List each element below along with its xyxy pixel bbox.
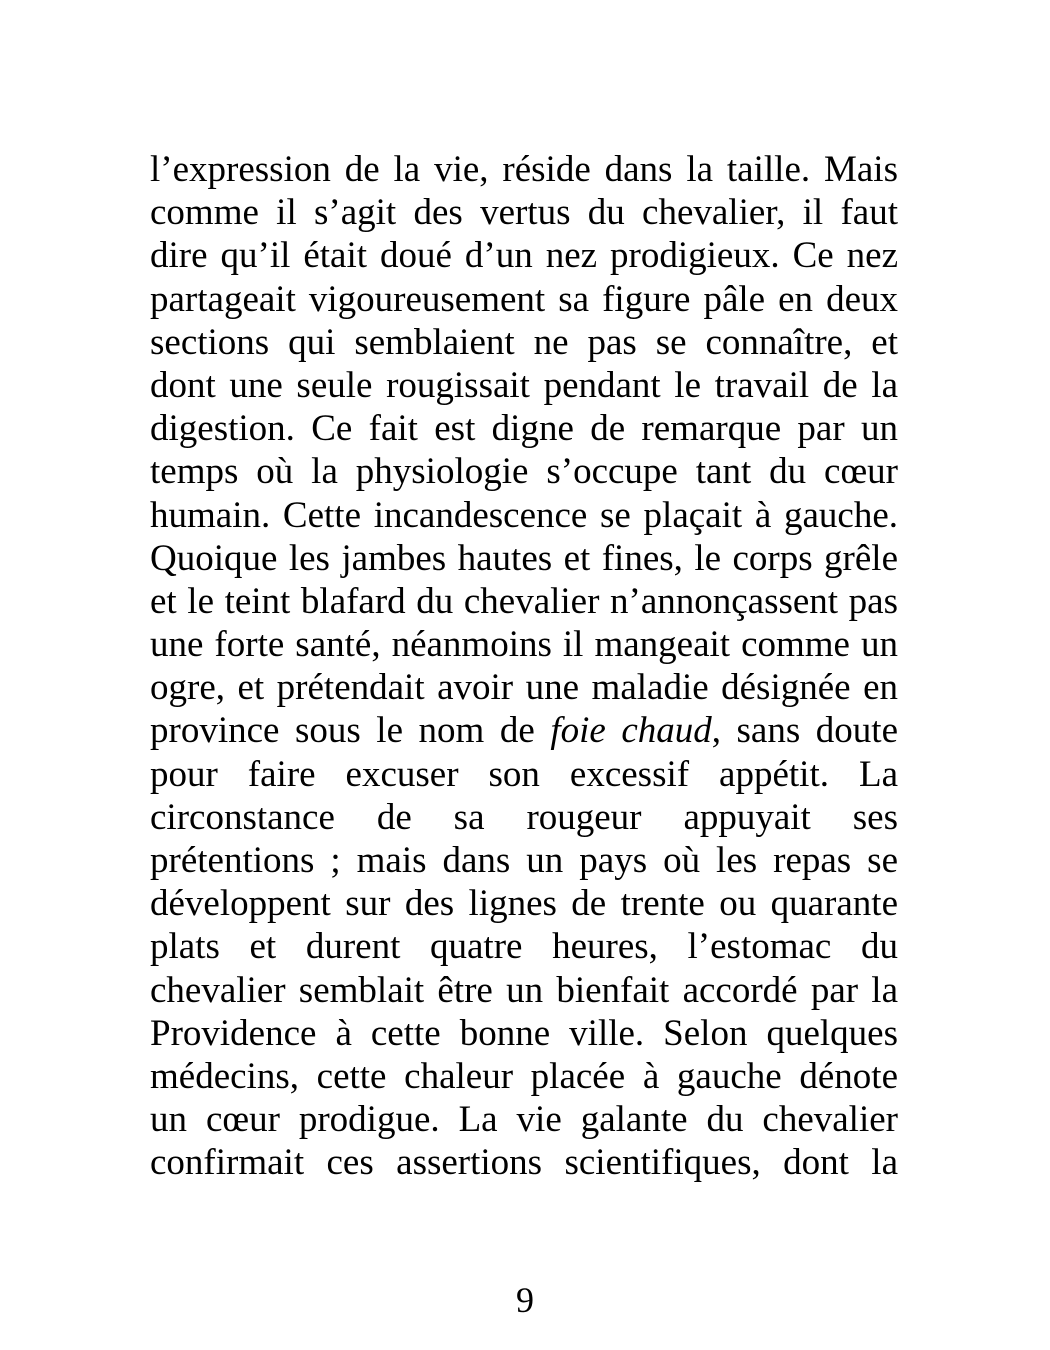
- text-line-14: [150, 709, 898, 752]
- text-line-10: Quoique les jambes hautes et fines, le corps grêle: [150, 537, 898, 579]
- text-line-6: dont une seule rougissait pendant le travail de la: [150, 364, 898, 406]
- text-segment: province sous le nom de: [150, 710, 551, 752]
- text-line-8: temps où la physiologie s’occupe tant du cœur: [150, 451, 898, 493]
- text-segment: , sans doute: [711, 710, 898, 752]
- text-line-17: prétentions ; mais dans un pays où les repas se: [150, 840, 898, 881]
- text-line-1: l’expression de la vie, réside dans la taille. Mais: [150, 149, 898, 190]
- text-line-23: un cœur prodigue. La vie galante du chevalier: [150, 1099, 898, 1141]
- text-line-15: pour faire excuser son excessif appétit. La: [150, 753, 898, 795]
- text-line-4: partageait vigoureusement sa figure pâle en deux: [150, 278, 898, 320]
- italic-term: foie chaud: [550, 710, 712, 752]
- text-line-7: digestion. Ce fait est digne de remarque par un: [150, 408, 898, 450]
- text-line-2: comme il s’agit des vertus du chevalier, il faut: [150, 192, 898, 234]
- text-line-16: circonstance de sa rougeur appuyait ses: [150, 796, 898, 838]
- text-line-24: confirmait ces assertions scientifiques, dont la: [150, 1142, 898, 1184]
- text-line-13: ogre, et prétendait avoir une maladie désignée en: [150, 667, 898, 709]
- text-line-9: humain. Cette incandescence se plaçait à gauche.: [150, 494, 898, 536]
- text-line-12: une forte santé, néanmoins il mangeait comme un: [150, 624, 898, 666]
- body-text: [150, 148, 898, 1185]
- text-line-3: dire qu’il était doué d’un nez prodigieux. Ce nez: [150, 235, 898, 277]
- text-line-19: plats et durent quatre heures, l’estomac du: [150, 926, 898, 968]
- text-line-22: médecins, cette chaleur placée à gauche dénote: [150, 1055, 898, 1097]
- text-line-11: et le teint blafard du chevalier n’annonçassent pas: [150, 580, 898, 622]
- text-line-20: chevalier semblait être un bienfait accordé par la: [150, 969, 898, 1011]
- text-line-18: développent sur des lignes de trente ou quarante: [150, 883, 898, 925]
- page-number: 9: [516, 1280, 534, 1320]
- text-line-5: sections qui semblaient ne pas se connaître, et: [150, 321, 898, 363]
- text-line-21: Providence à cette bonne ville. Selon quelques: [150, 1012, 898, 1054]
